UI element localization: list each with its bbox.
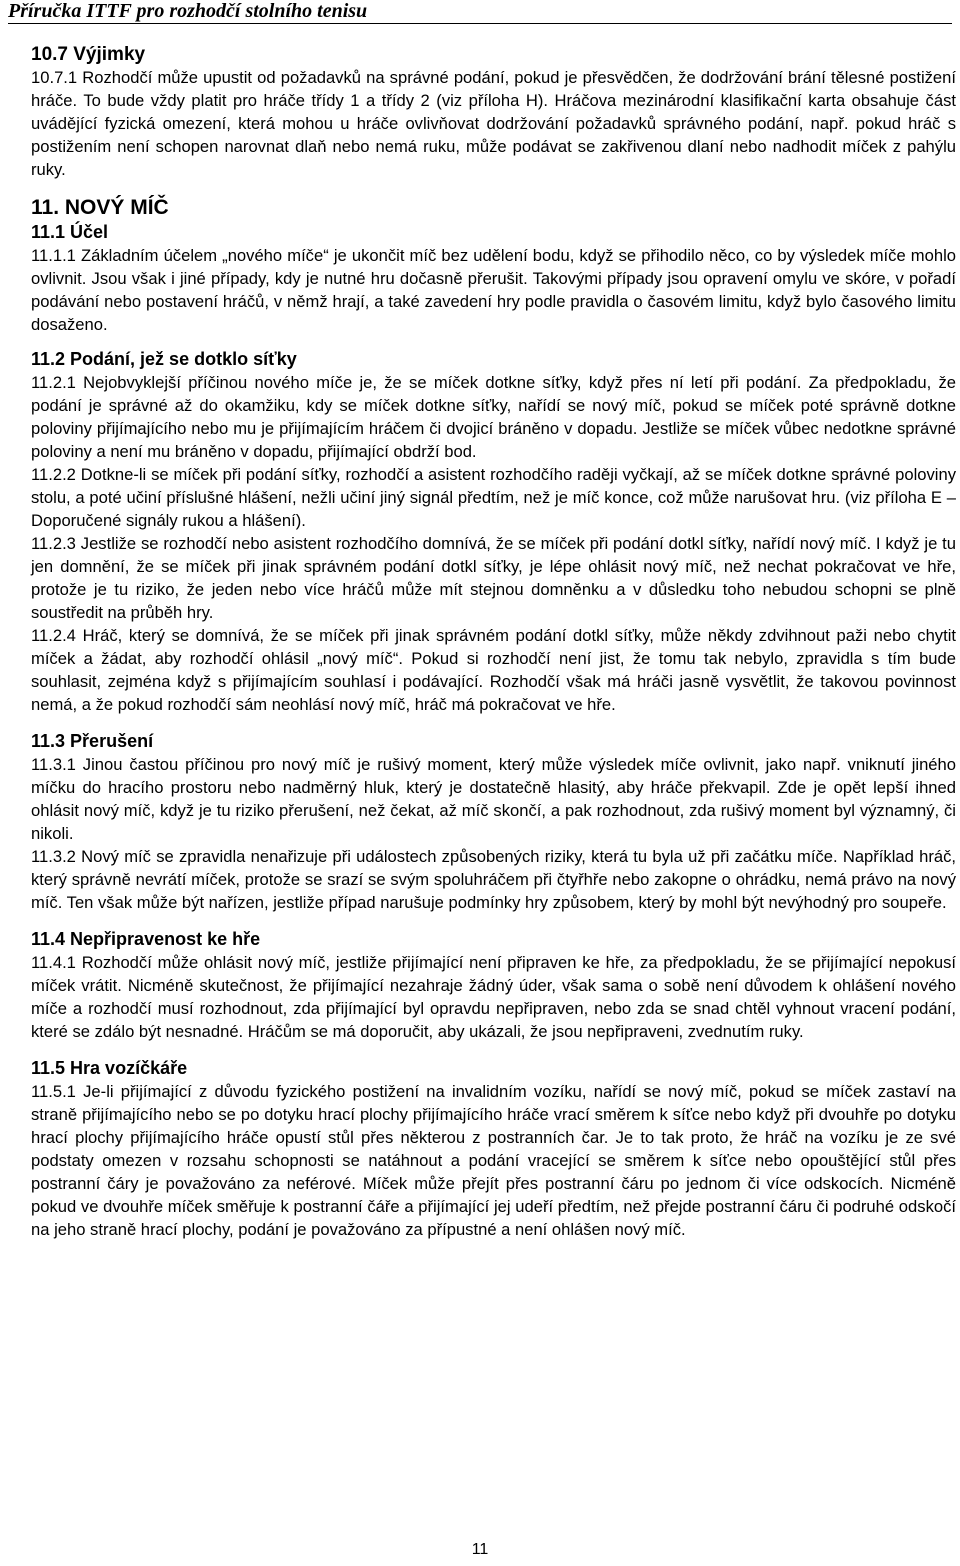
paragraph-10-7-1: 10.7.1 Rozhodčí může upustit od požadavků na správné podání, pokud je přesvědčen, že dodržování brání tělesné postižení hráče. To bude vždy platit pro hráče třídy 1 a třídy 2 (viz příloha H). Hráčova mezinárodní klasifikační karta obsahuje část uvádějící fyzická omezení, která mohou u hráče ovlivňovat dodržování požadavků správného podání, např. pokud hráč s postižením není schopen narovnat dlaň nebo nemá ruku, může podávat se zakřivenou dlaní nebo nadhodit míček z pahýlu ruky. <box>31 68 956 179</box>
section-heading-11-2: 11.2 Podání, jež se dotklo síťky <box>31 349 297 369</box>
chapter-heading-11: 11. NOVÝ MÍČ <box>31 196 169 219</box>
section-heading-10-7: 10.7 Výjimky <box>31 44 146 65</box>
document-body <box>31 43 956 1241</box>
section-heading-11-3: 11.3 Přerušení <box>31 731 154 751</box>
paragraph-11-1-1: 11.1.1 Základním účelem „nového míče“ je ukončit míč bez udělení bodu, když se přihodilo něco, co by výsledek míče mohlo ovlivnit. Jsou však i jiné případy, kdy je nutné hru dočasně přerušit. Takovými případy jsou opravení omylu ve skóre, v pořadí podávání nebo postavení hráčů, v němž hrají, a také zavedení hry podle pravidla o časovém limitu, když bylo časového limitu dosaženo. <box>31 246 956 334</box>
paragraph-11-4-1: 11.4.1 Rozhodčí může ohlásit nový míč, jestliže přijímající není připraven ke hře, za předpokladu, že se přijímající nepokusí míček vrátit. Nicméně skutečnost, že přijímající nezahraje žádný úder, však sama o sobě není důvodem k ohlášení nového míče a rozhodčí musí rozhodnout, zda přijímající byl opravdu nepřipraven, nebo zda se snad chtěl vyhnout vracení podání, které se zdálo být nesnadné. Hráčům se má doporučit, aby ukázali, že jsou nepřipraveni, zvednutím ruky. <box>31 953 956 1041</box>
running-header <box>8 0 952 24</box>
page-number: 11 <box>471 1541 489 1558</box>
header-title: Příručka ITTF pro rozhodčí stolního tenisu <box>8 0 368 22</box>
paragraph-11-2-3: 11.2.3 Jestliže se rozhodčí nebo asistent rozhodčího domnívá, že se míček při podání dotkl síťky, nařídí nový míč. I když je tu jen domnění, že se míček při jinak správném podání dotkl síťky, je lépe ohlásit nový míč, než nechat pokračovat ve hře, protože je tu riziko, že jeden nebo více hráčů může mít stejnou domněnku a v důsledku toho nebudou schopni se plně soustředit na průběh hry. <box>31 534 956 622</box>
paragraph-11-2-4: 11.2.4 Hráč, který se domnívá, že se míček při jinak správném podání dotkl síťky, může někdy zdvihnout paži nebo chytit míček a žádat, aby rozhodčí ohlásil „nový míč“. Pokud si rozhodčí není jist, že tomu tak nebylo, zpravidla s tím bude souhlasit, zejména když s přijímajícím souhlasí i podávající. Rozhodčí však má hráči jasně vysvětlit, že takovou povinnost nemá, a že pokud rozhodčí sám neohlásí nový míč, hráč má pokračovat ve hře. <box>31 626 956 714</box>
section-heading-11-1: 11.1 Účel <box>31 222 109 242</box>
section-11-5 <box>31 1057 956 1241</box>
paragraph-11-2-1: 11.2.1 Nejobvyklejší příčinou nového míče je, že se míček dotkne síťky, když přes ní letí při podání. Za předpokladu, že podání je správné až do okamžiku, kdy se míček dotkne síťky, nařídí se nový míč, pokud se míček poté správně dotkne poloviny přijímajícího nebo mu je přijímajícím hráčem či dvojicí bráněno v dopadu. Jestliže se míček vůbec nedotkne správné poloviny a není mu bráněno v dopadu, přijímající obdrží bod. <box>31 373 956 461</box>
chapter-11 <box>31 195 956 221</box>
paragraph-11-5-1: 11.5.1 Je-li přijímající z důvodu fyzického postižení na invalidním vozíku, nařídí se nový míč, pokud se míček zastaví na straně přijímajícího nebo se po dotyku hrací plochy přijímajícího hráče vrací směrem k síťce nebo když při dvouhře po dotyku hrací plochy přijímajícího hráče opustí stůl přes některou z postranních čar. Je to tak proto, že hráč na vozíku je ze své podstaty omezen v rozsahu schopnosti se natáhnout a podání vracející se směrem k síťce nebo opouštějící stůl přes postranní čáry je považováno za neférové. Míček může přejít přes postranní čáru po jednom či více odskocích. Nicméně pokud ve dvouhře míček směřuje k postranní čáře a přijímající jej udeří předtím, než přejde postranní čáru či podruhé odskočí na jeho straně hrací plochy, podání je považováno za přípustné a není ohlášen nový míč. <box>31 1082 956 1239</box>
section-11-2 <box>31 348 956 716</box>
section-10-7 <box>31 43 956 181</box>
section-11-3 <box>31 730 956 914</box>
section-heading-11-4: 11.4 Nepřipravenost ke hře <box>31 929 261 949</box>
paragraph-11-3-2: 11.3.2 Nový míč se zpravidla nenařizuje při událostech způsobených riziky, která tu byla už při začátku míče. Například hráč, který správně nevrátí míček, protože se srazí se svým spoluhráčem při čtyřhře nebo zakopne o ohrádku, nemá právo na nový míč. Ten však může být nařízen, jestliže případ narušuje podmínky hry způsobem, který by mohl být nevýhodný pro soupeře. <box>31 847 956 912</box>
paragraph-11-2-2: 11.2.2 Dotkne-li se míček při podání síťky, rozhodčí a asistent rozhodčího raději vyčkají, až se míček dotkne správné poloviny stolu, a poté učiní příslušné hlášení, nežli učiní jiný signál předtím, než je míč konce, což může narušovat hru. (viz příloha E – Doporučené signály rukou a hlášení). <box>31 465 956 530</box>
section-heading-11-5: 11.5 Hra vozíčkáře <box>31 1058 188 1078</box>
section-11-1 <box>31 221 956 336</box>
paragraph-11-3-1: 11.3.1 Jinou častou příčinou pro nový míč je rušivý moment, který může výsledek míče ovlivnit, jako např. vniknutí jiného míčku do hracího prostoru nebo nadměrný hluk, který je dostatečně hlasitý, aby hráče překvapil. Zde je opět lepší ihned ohlásit nový míč, když je tu riziko přerušení, než čekat, až míč skončí, a pak rozhodnout, zda rušivý moment byl významný, či nikoli. <box>31 755 956 843</box>
section-11-4 <box>31 928 956 1043</box>
